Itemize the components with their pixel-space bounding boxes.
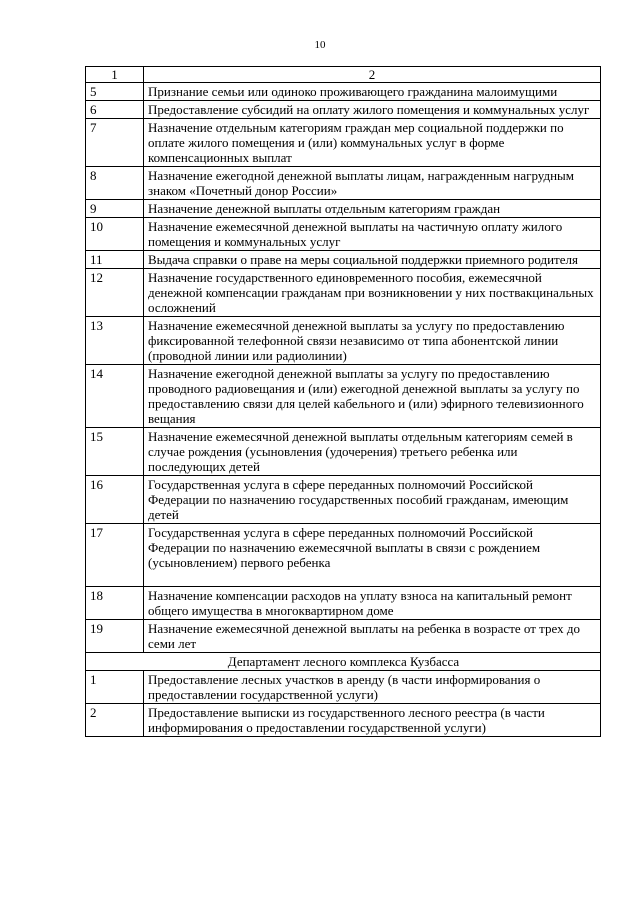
row-text-cell: [144, 587, 601, 620]
row-text: Назначение ежегодной денежной выплаты за услугу по предоставлению проводного радиовещания и (или) ежегодной денежной выплаты за услугу по предоставлению связи для целей кабельного и (или) эфирного телевизионного вещания: [148, 366, 584, 426]
row-number-cell: 5: [86, 83, 144, 101]
table-row: [86, 119, 601, 167]
row-text-cell: [144, 620, 601, 653]
row-text: Предоставление выписки из государственного лесного реестра (в части информирования о предоставлении государственной услуги): [148, 705, 545, 735]
section-title: Департамент лесного комплекса Кузбасса: [86, 653, 601, 671]
table-row: [86, 620, 601, 653]
row-text-cell: [144, 101, 601, 119]
table-row: [86, 200, 601, 218]
row-text-cell: [144, 365, 601, 428]
row-number-cell: 1: [86, 671, 144, 704]
row-number-cell: 19: [86, 620, 144, 653]
table-row: [86, 365, 601, 428]
row-number-cell: 14: [86, 365, 144, 428]
row-text-cell: [144, 704, 601, 737]
row-number-cell: 18: [86, 587, 144, 620]
table-row: [86, 671, 601, 704]
services-table: [85, 66, 601, 737]
table-row: [86, 704, 601, 737]
row-text-cell: [144, 476, 601, 524]
section-header-row: [86, 653, 601, 671]
row-number-cell: 6: [86, 101, 144, 119]
row-number-cell: 17: [86, 524, 144, 587]
row-text: Назначение ежемесячной денежной выплаты за услугу по предоставлению фиксированной телефонной связи независимо от типа абонентской линии (проводной линии или радиолинии): [148, 318, 565, 363]
table-row: [86, 101, 601, 119]
row-number-cell: 11: [86, 251, 144, 269]
table-row: [86, 218, 601, 251]
row-number-cell: 8: [86, 167, 144, 200]
row-number-cell: 10: [86, 218, 144, 251]
row-text: Назначение отдельным категориям граждан мер социальной поддержки по оплате жилого помещения и (или) коммунальных услуг в форме компенсационных выплат: [148, 120, 564, 165]
row-number-cell: 7: [86, 119, 144, 167]
row-text-cell: [144, 317, 601, 365]
table-row: [86, 251, 601, 269]
row-text-cell: [144, 671, 601, 704]
row-text: Государственная услуга в сфере переданных полномочий Российской Федерации по назначению государственных пособий гражданам, имеющим детей: [148, 477, 569, 522]
table-row: [86, 167, 601, 200]
row-text: Назначение ежемесячной денежной выплаты на ребенка в возрасте от трех до семи лет: [148, 621, 580, 651]
header-cell-col2: 2: [144, 67, 601, 83]
table-row: [86, 524, 601, 587]
row-text-cell: [144, 119, 601, 167]
row-text: Государственная услуга в сфере переданных полномочий Российской Федерации по назначению ежемесячной выплаты в связи с рождением (усыновлением) первого ребенка: [148, 525, 541, 570]
row-text: Назначение ежегодной денежной выплаты лицам, награжденным нагрудным знаком «Почетный донор России»: [148, 168, 574, 198]
row-text: Признание семьи или одиноко проживающего гражданина малоимущими: [148, 84, 558, 99]
row-text: Предоставление лесных участков в аренду (в части информирования о предоставлении государственной услуги): [148, 672, 541, 702]
table-row: [86, 587, 601, 620]
row-text: Назначение денежной выплаты отдельным категориям граждан: [148, 201, 501, 216]
row-text-cell: [144, 200, 601, 218]
page-number: 10: [314, 39, 326, 51]
row-text: Предоставление субсидий на оплату жилого помещения и коммунальных услуг: [148, 102, 590, 117]
row-text: Назначение ежемесячной денежной выплаты отдельным категориям семей в случае рождения (усыновления (удочерения) третьего ребенка или последующих детей: [148, 429, 573, 474]
table-row: [86, 428, 601, 476]
row-text: Назначение компенсации расходов на уплату взноса на капитальный ремонт общего имущества в многоквартирном доме: [148, 588, 572, 618]
table-row: [86, 317, 601, 365]
table-row: [86, 269, 601, 317]
row-number-cell: 15: [86, 428, 144, 476]
row-text-cell: [144, 251, 601, 269]
row-text: Выдача справки о праве на меры социальной поддержки приемного родителя: [148, 252, 578, 267]
row-text: Назначение ежемесячной денежной выплаты на частичную оплату жилого помещения и коммунальных услуг: [148, 219, 563, 249]
row-number-cell: 9: [86, 200, 144, 218]
row-number-cell: 12: [86, 269, 144, 317]
row-number-cell: 2: [86, 704, 144, 737]
row-text-cell: [144, 83, 601, 101]
table-header-row: [86, 67, 601, 83]
row-text: Назначение государственного единовременного пособия, ежемесячной денежной компенсации гражданам при возникновении у них поствакцинальных осложнений: [148, 270, 594, 315]
table-row: [86, 83, 601, 101]
row-number-cell: 13: [86, 317, 144, 365]
row-text-cell: [144, 269, 601, 317]
row-text-cell: [144, 167, 601, 200]
header-cell-col1: 1: [86, 67, 144, 83]
row-text-cell: [144, 524, 601, 587]
row-text-cell: [144, 218, 601, 251]
table-row: [86, 476, 601, 524]
row-number-cell: 16: [86, 476, 144, 524]
blank-line: [148, 570, 597, 585]
row-text-cell: [144, 428, 601, 476]
